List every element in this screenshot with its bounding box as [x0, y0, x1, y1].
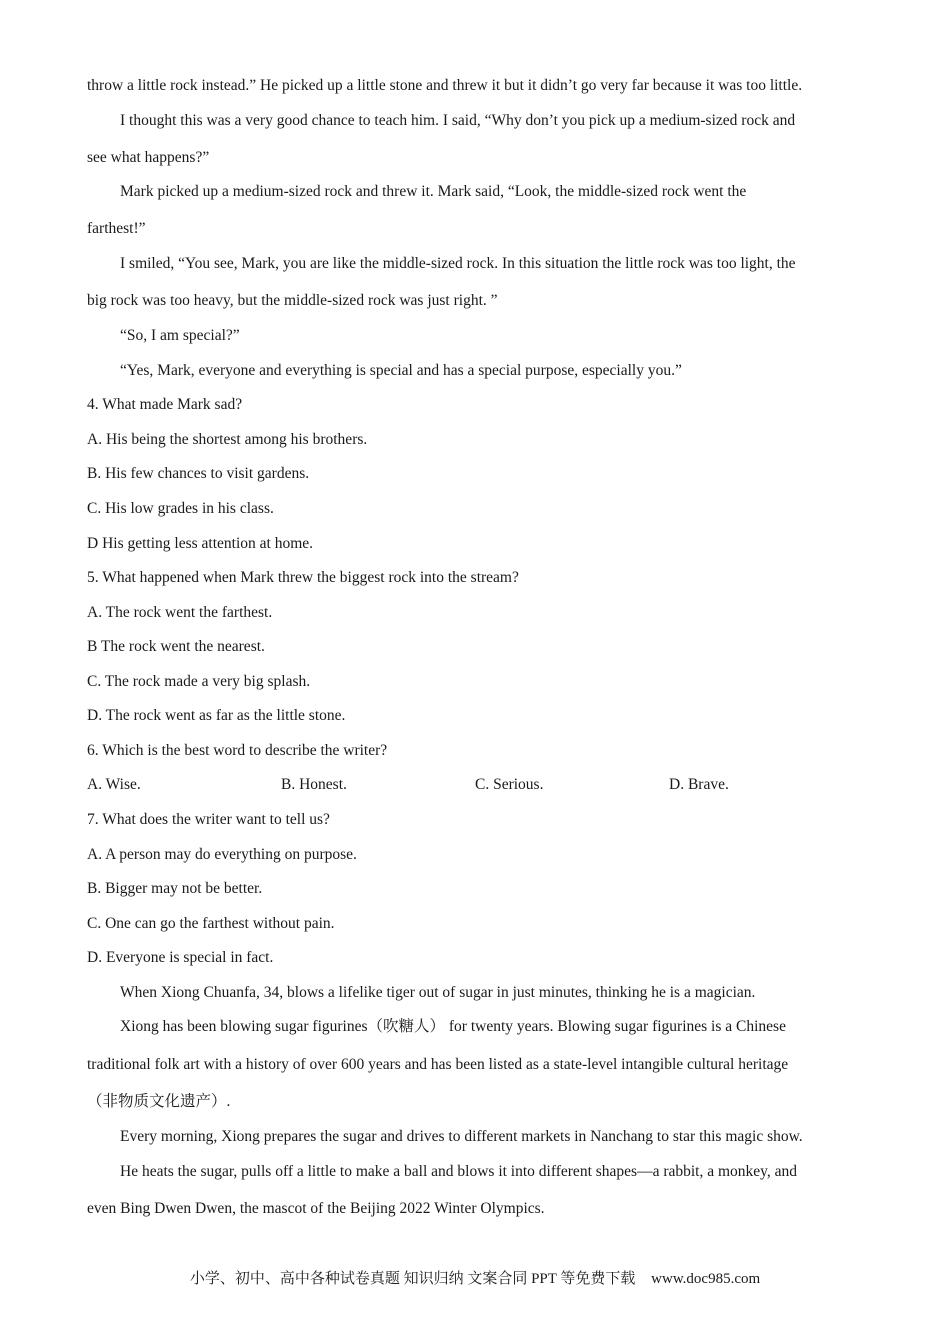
- q5-option-b[interactable]: B The rock went the nearest.: [87, 638, 265, 655]
- q6-option-a[interactable]: A. Wise.: [87, 776, 141, 793]
- page-footer: [0, 1268, 950, 1290]
- q4-option-b[interactable]: B. His few chances to visit gardens.: [87, 465, 310, 482]
- footer-link[interactable]: www.doc985.com: [651, 1271, 761, 1287]
- q4-option-a[interactable]: A. His being the shortest among his brothers.: [87, 431, 368, 448]
- passage-line: I smiled, “You see, Mark, you are like the middle-sized rock. In this situation the little rock was too light, the: [120, 255, 796, 272]
- passage-line: farthest!”: [87, 220, 146, 237]
- passage-line: Every morning, Xiong prepares the sugar and drives to different markets in Nanchang to star this magic show.: [120, 1128, 803, 1145]
- passage-line: Xiong has been blowing sugar figurines（吹糖人） for twenty years. Blowing sugar figurines is a Chinese: [120, 1018, 786, 1035]
- passage-line: traditional folk art with a history of over 600 years and has been listed as a state-level intangible cultural heritage: [87, 1056, 789, 1073]
- passage-line: big rock was too heavy, but the middle-sized rock was just right. ”: [87, 292, 498, 309]
- q6-option-c[interactable]: C. Serious.: [475, 776, 544, 793]
- question-7: 7. What does the writer want to tell us?: [87, 811, 330, 828]
- question-5: 5. What happened when Mark threw the biggest rock into the stream?: [87, 569, 519, 586]
- passage-line: “Yes, Mark, everyone and everything is special and has a special purpose, especially you.”: [120, 362, 682, 379]
- q4-option-d[interactable]: D His getting less attention at home.: [87, 535, 314, 552]
- q5-option-d[interactable]: D. The rock went as far as the little stone.: [87, 707, 346, 724]
- passage-line: see what happens?”: [87, 149, 210, 166]
- q5-option-a[interactable]: A. The rock went the farthest.: [87, 604, 273, 621]
- q7-option-a[interactable]: A. A person may do everything on purpose.: [87, 846, 357, 863]
- passage-line: even Bing Dwen Dwen, the mascot of the Beijing 2022 Winter Olympics.: [87, 1200, 545, 1217]
- q7-option-c[interactable]: C. One can go the farthest without pain.: [87, 915, 335, 932]
- q7-option-d[interactable]: D. Everyone is special in fact.: [87, 949, 274, 966]
- passage-line: I thought this was a very good chance to teach him. I said, “Why don’t you pick up a medium-sized rock and: [120, 112, 796, 129]
- question-6: 6. Which is the best word to describe the writer?: [87, 742, 388, 759]
- passage-line: Mark picked up a medium-sized rock and threw it. Mark said, “Look, the middle-sized rock went the: [120, 183, 747, 200]
- q6-option-b[interactable]: B. Honest.: [281, 776, 347, 793]
- q7-option-b[interactable]: B. Bigger may not be better.: [87, 880, 263, 897]
- q6-option-d[interactable]: D. Brave.: [669, 776, 729, 793]
- passage-line: When Xiong Chuanfa, 34, blows a lifelike tiger out of sugar in just minutes, thinking he is a magician.: [120, 984, 756, 1001]
- footer-text: 小学、初中、高中各种试卷真题 知识归纳 文案合同 PPT 等免费下载: [189, 1271, 636, 1287]
- q4-option-c[interactable]: C. His low grades in his class.: [87, 500, 274, 517]
- passage-line: “So, I am special?”: [120, 327, 240, 344]
- passage-line: He heats the sugar, pulls off a little to make a ball and blows it into different shapes—a rabbit, a monkey, and: [120, 1163, 798, 1180]
- passage-line: （非物质文化遗产）.: [87, 1093, 231, 1110]
- passage-line: throw a little rock instead.” He picked up a little stone and threw it but it didn’t go very far because it was too little.: [87, 77, 803, 94]
- question-4: 4. What made Mark sad?: [87, 396, 243, 413]
- q5-option-c[interactable]: C. The rock made a very big splash.: [87, 673, 311, 690]
